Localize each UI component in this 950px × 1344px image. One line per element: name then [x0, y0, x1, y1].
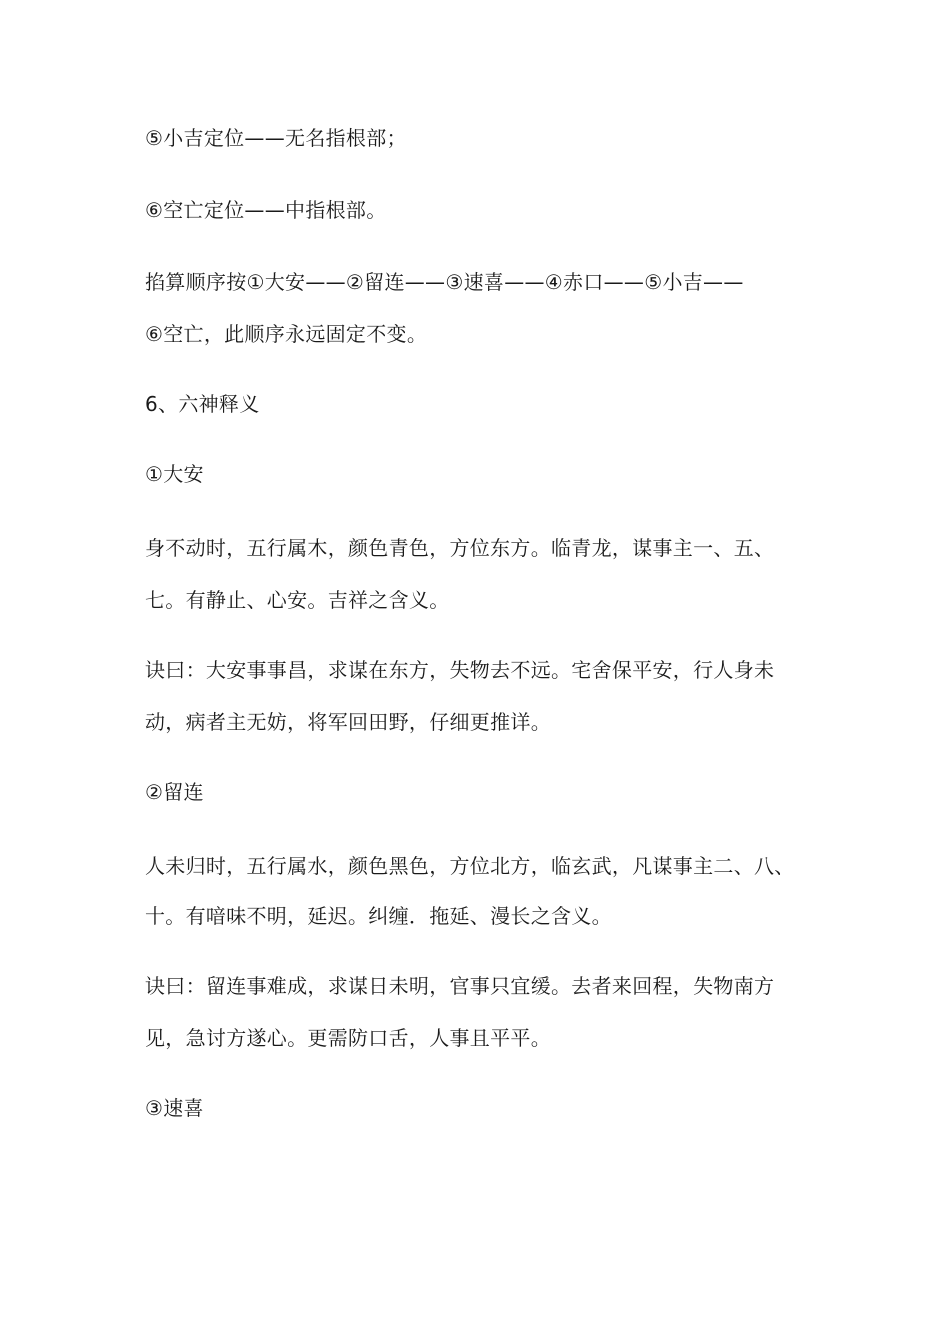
text-line-daan-verse-cont: 动，病者主无妨，将军回田野，仔细更推详。 [145, 710, 551, 734]
subheading-liulian: ②留连 [145, 780, 204, 804]
text-line-counting-order-cont: ⑥空亡，此顺序永远固定不变。 [145, 322, 428, 346]
text-line-daan-desc-cont: 七。有静止、心安。吉祥之含义。 [145, 588, 450, 612]
subheading-suxi: ③速喜 [145, 1096, 204, 1120]
subheading-daan: ①大安 [145, 462, 204, 486]
text-line-liulian-verse: 诀曰：留连事难成，求谋日未明，官事只宜缓。去者来回程，失物南方 [145, 974, 775, 998]
text-line-counting-order: 掐算顺序按①大安——②留连——③速喜——④赤口——⑤小吉—— [145, 270, 744, 294]
text-line-liulian-desc: 人未归时，五行属水，颜色黑色，方位北方，临玄武，凡谋事主二、八、 [145, 854, 795, 878]
text-line-xiaoji-position: ⑤小吉定位——无名指根部； [145, 126, 407, 150]
section-heading-six-gods: 6、六神释义 [145, 392, 260, 416]
text-line-liulian-verse-cont: 见，急讨方遂心。更需防口舌，人事且平平。 [145, 1026, 551, 1050]
text-line-daan-verse: 诀曰：大安事事昌，求谋在东方，失物去不远。宅舍保平安，行人身未 [145, 658, 775, 682]
text-line-liulian-desc-cont: 十。有喑味不明，延迟。纠缠．拖延、漫长之含义。 [145, 904, 612, 928]
text-line-kongwang-position: ⑥空亡定位——中指根部。 [145, 198, 387, 222]
text-line-daan-desc: 身不动时，五行属木，颜色青色，方位东方。临青龙，谋事主一、五、 [145, 536, 775, 560]
